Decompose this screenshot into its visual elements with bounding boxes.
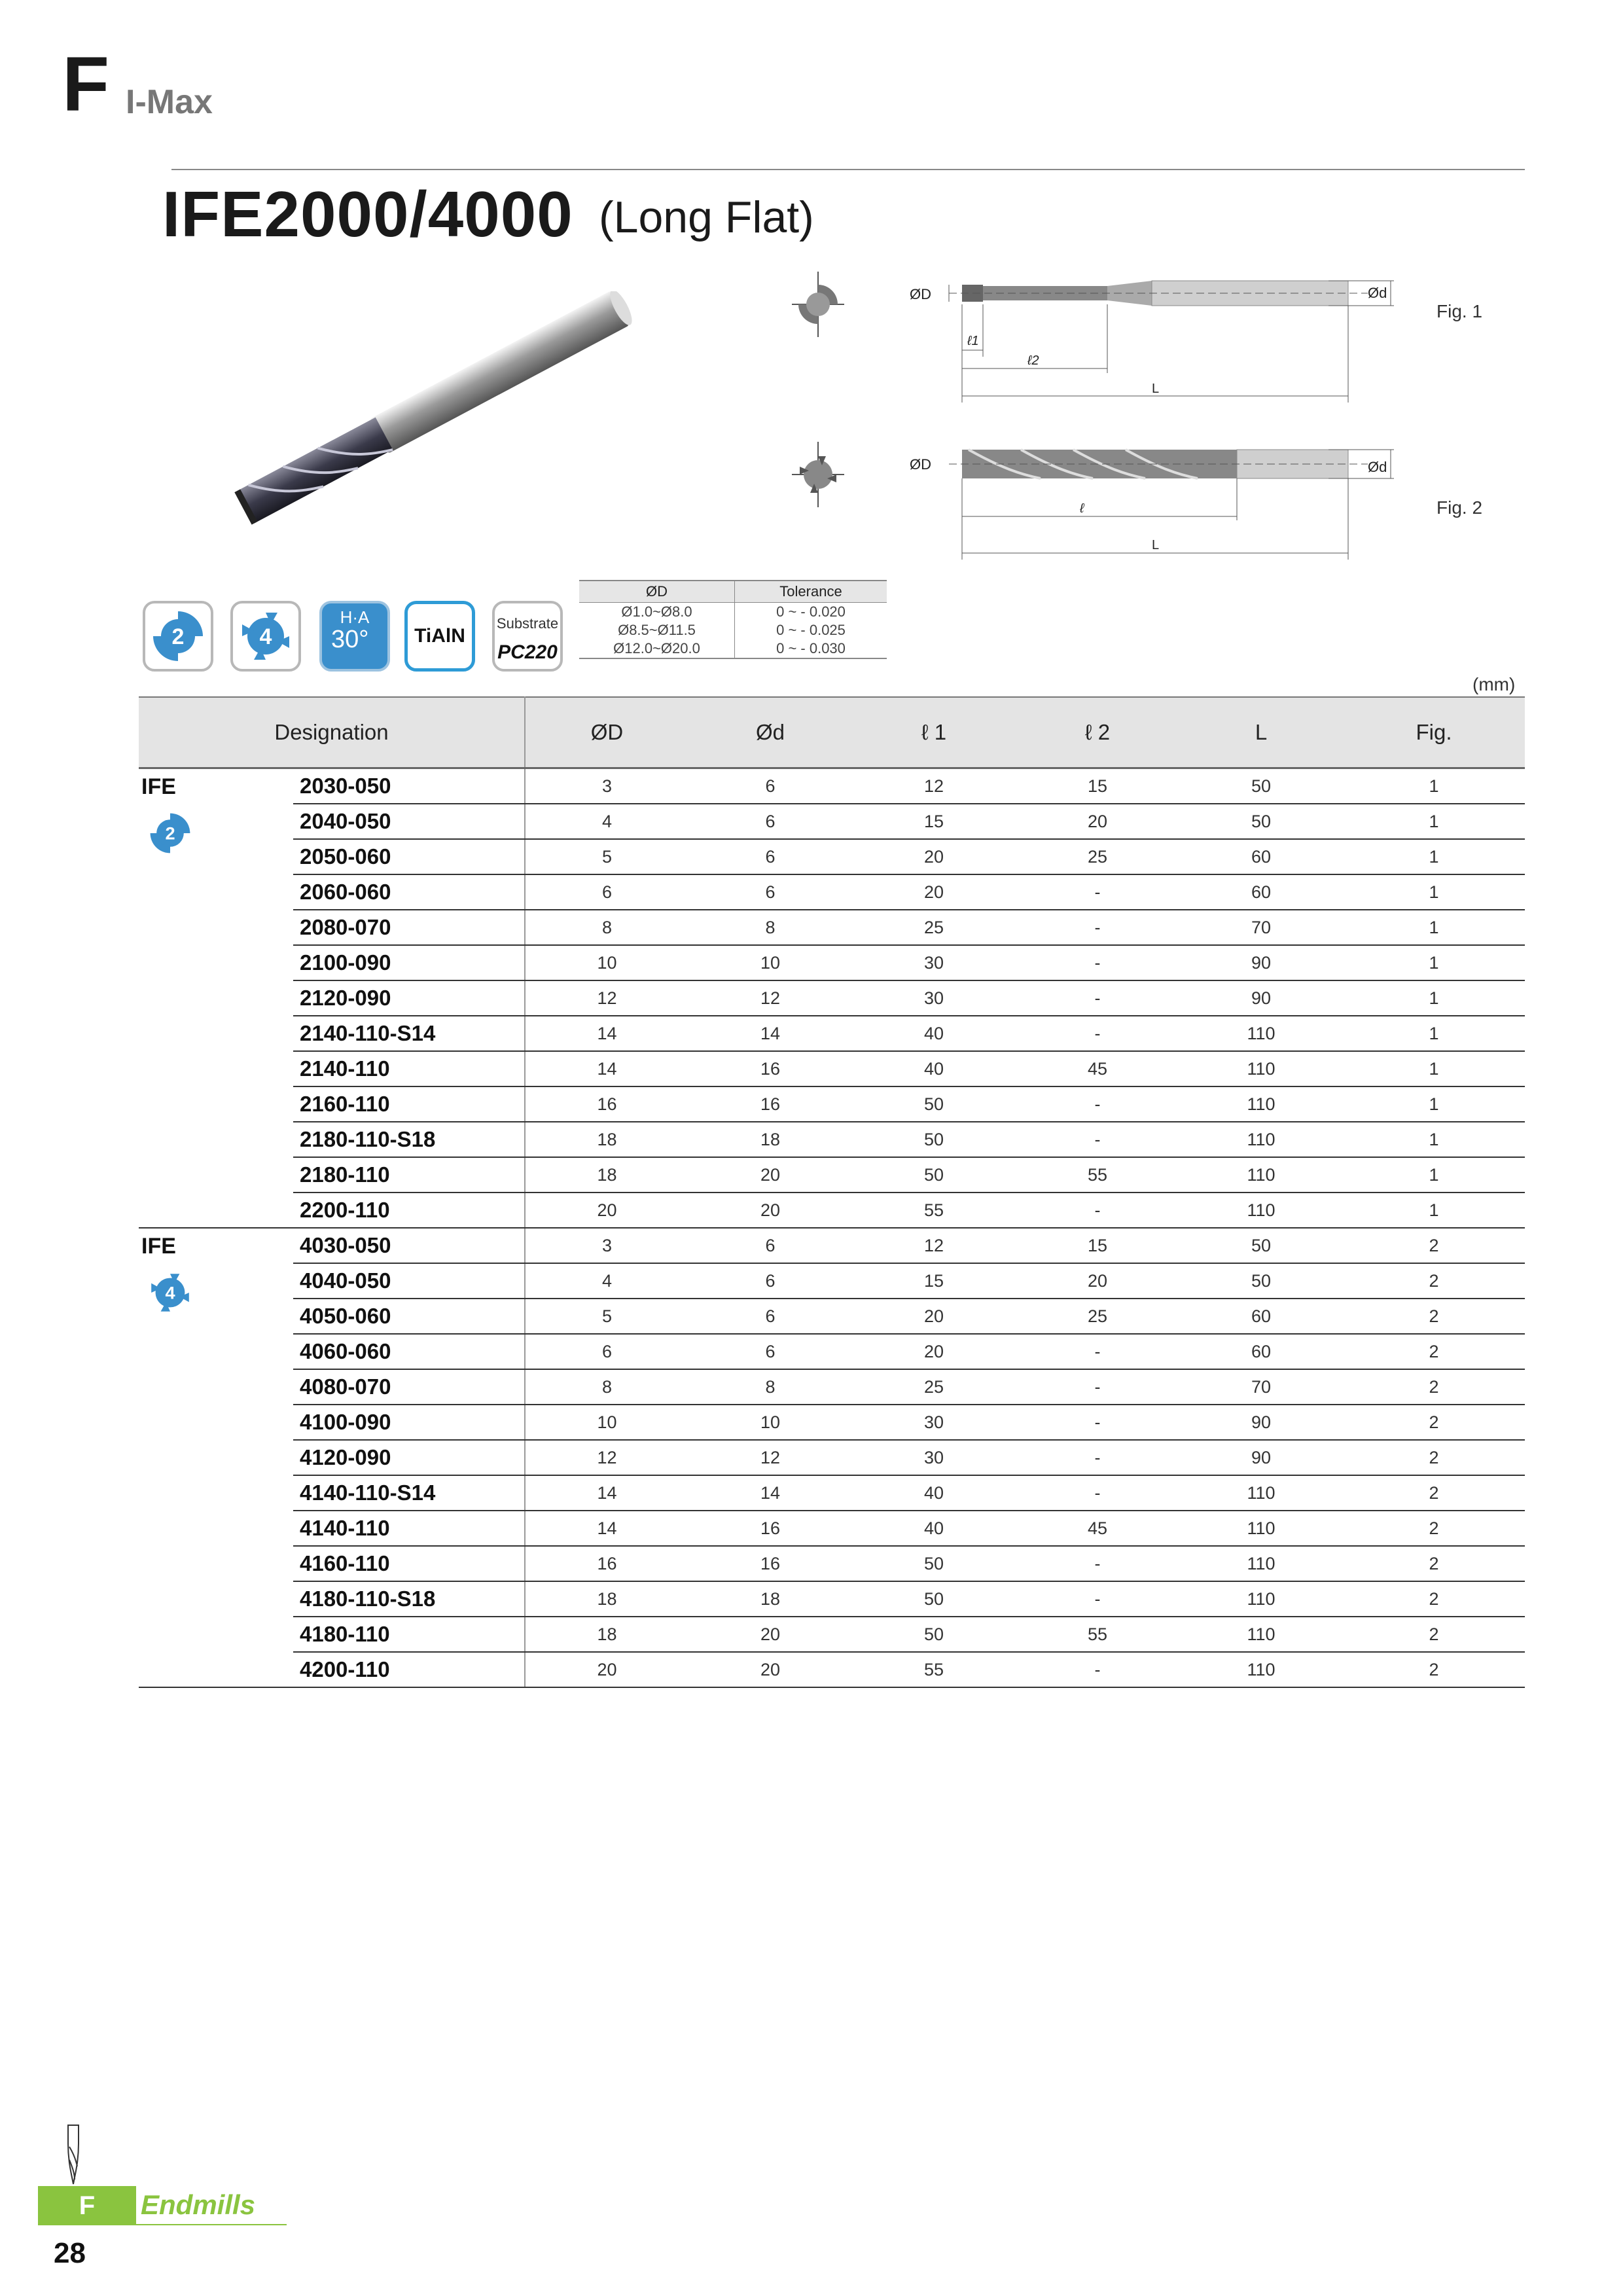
endmill-footer-icon bbox=[60, 2124, 86, 2186]
cell-l2: - bbox=[1016, 1193, 1179, 1228]
cell-l2: 25 bbox=[1016, 1299, 1179, 1334]
header-rule bbox=[171, 169, 1525, 170]
cell-l2: 20 bbox=[1016, 804, 1179, 839]
table-row bbox=[139, 1263, 1525, 1299]
group-label: IFE bbox=[141, 774, 176, 799]
cell-l2: - bbox=[1016, 874, 1179, 910]
cell-L: 60 bbox=[1179, 1299, 1343, 1334]
section-name: I-Max bbox=[126, 83, 213, 121]
cell-L: 60 bbox=[1179, 1334, 1343, 1369]
cell-l2: - bbox=[1016, 980, 1179, 1016]
cell-l1: 40 bbox=[852, 1511, 1016, 1546]
designation-code: 2200-110 bbox=[293, 1193, 525, 1228]
cell-d: 20 bbox=[688, 1157, 852, 1193]
table-row bbox=[139, 768, 1525, 804]
tolerance-value: 0 ~ - 0.020 bbox=[776, 603, 846, 620]
cell-l2: 45 bbox=[1016, 1051, 1179, 1086]
cell-l1: 30 bbox=[852, 980, 1016, 1016]
cell-l2: - bbox=[1016, 1369, 1179, 1405]
unit-label: (mm) bbox=[1472, 674, 1516, 694]
table-row bbox=[139, 1581, 1525, 1617]
cell-D: 8 bbox=[525, 1369, 688, 1405]
designation-code: 2100-090 bbox=[293, 945, 525, 980]
cell-d: 20 bbox=[688, 1652, 852, 1687]
cell-l1: 50 bbox=[852, 1546, 1016, 1581]
cell-L: 110 bbox=[1179, 1193, 1343, 1228]
cell-l2: 20 bbox=[1016, 1263, 1179, 1299]
table-row bbox=[139, 1157, 1525, 1193]
tolerance-value: 0 ~ - 0.025 bbox=[776, 622, 846, 638]
cell-D: 18 bbox=[525, 1122, 688, 1157]
cell-fig: 1 bbox=[1343, 768, 1525, 804]
cell-D: 12 bbox=[525, 1440, 688, 1475]
cell-fig: 1 bbox=[1343, 945, 1525, 980]
svg-text:2: 2 bbox=[165, 823, 175, 844]
cell-L: 110 bbox=[1179, 1475, 1343, 1511]
cell-l1: 40 bbox=[852, 1051, 1016, 1086]
svg-text:4: 4 bbox=[259, 624, 272, 649]
substrate-badge: Substrate PC220 bbox=[492, 601, 563, 672]
tolerance-header-tol: Tolerance bbox=[735, 581, 887, 603]
cell-fig: 2 bbox=[1343, 1511, 1525, 1546]
designation-code: 4050-060 bbox=[293, 1299, 525, 1334]
col-d: Ød bbox=[688, 697, 852, 768]
fig2-dim-L: L bbox=[1152, 538, 1160, 552]
cell-d: 16 bbox=[688, 1086, 852, 1122]
fig1-dim-L: L bbox=[1152, 382, 1160, 396]
designation-code: 2050-060 bbox=[293, 839, 525, 874]
cell-l1: 55 bbox=[852, 1193, 1016, 1228]
fig2-dim-D: ØD bbox=[910, 456, 931, 473]
cell-l1: 15 bbox=[852, 804, 1016, 839]
cell-L: 110 bbox=[1179, 1086, 1343, 1122]
designation-code: 4140-110 bbox=[293, 1511, 525, 1546]
designation-code: 4180-110 bbox=[293, 1617, 525, 1652]
cell-l2: 25 bbox=[1016, 839, 1179, 874]
cell-l1: 50 bbox=[852, 1617, 1016, 1652]
four-flute-icon bbox=[230, 601, 301, 672]
group-cell bbox=[139, 768, 293, 1229]
cell-l1: 25 bbox=[852, 910, 1016, 945]
cell-l1: 40 bbox=[852, 1016, 1016, 1051]
cell-l1: 20 bbox=[852, 1334, 1016, 1369]
cell-d: 6 bbox=[688, 1228, 852, 1263]
table-row bbox=[139, 910, 1525, 945]
cell-d: 16 bbox=[688, 1051, 852, 1086]
cell-L: 90 bbox=[1179, 945, 1343, 980]
cell-fig: 1 bbox=[1343, 1086, 1525, 1122]
cell-l1: 25 bbox=[852, 1369, 1016, 1405]
table-row bbox=[139, 1652, 1525, 1687]
cell-D: 18 bbox=[525, 1617, 688, 1652]
cell-D: 20 bbox=[525, 1193, 688, 1228]
cell-L: 110 bbox=[1179, 1511, 1343, 1546]
cell-l2: - bbox=[1016, 1122, 1179, 1157]
cell-d: 6 bbox=[688, 839, 852, 874]
cell-l2: - bbox=[1016, 1440, 1179, 1475]
cell-l1: 30 bbox=[852, 945, 1016, 980]
cell-l2: - bbox=[1016, 1652, 1179, 1687]
col-L: L bbox=[1179, 697, 1343, 768]
table-row bbox=[139, 1051, 1525, 1086]
cell-d: 6 bbox=[688, 1263, 852, 1299]
cell-l2: 55 bbox=[1016, 1617, 1179, 1652]
cell-l2: - bbox=[1016, 945, 1179, 980]
cell-D: 20 bbox=[525, 1652, 688, 1687]
cell-L: 90 bbox=[1179, 980, 1343, 1016]
cell-l1: 15 bbox=[852, 1263, 1016, 1299]
cell-l2: 55 bbox=[1016, 1157, 1179, 1193]
fig1-dim-d: Ød bbox=[1368, 285, 1387, 301]
table-row bbox=[139, 1122, 1525, 1157]
table-row bbox=[139, 1546, 1525, 1581]
cell-d: 6 bbox=[688, 874, 852, 910]
table-row bbox=[139, 1440, 1525, 1475]
designation-code: 4180-110-S18 bbox=[293, 1581, 525, 1617]
cell-D: 10 bbox=[525, 945, 688, 980]
cell-d: 16 bbox=[688, 1546, 852, 1581]
cell-D: 4 bbox=[525, 804, 688, 839]
cell-D: 14 bbox=[525, 1051, 688, 1086]
cell-L: 110 bbox=[1179, 1617, 1343, 1652]
designation-code: 2080-070 bbox=[293, 910, 525, 945]
cell-fig: 2 bbox=[1343, 1440, 1525, 1475]
cell-fig: 2 bbox=[1343, 1299, 1525, 1334]
cell-L: 110 bbox=[1179, 1122, 1343, 1157]
cell-l1: 12 bbox=[852, 1228, 1016, 1263]
fig2-dimension-drawing bbox=[910, 435, 1427, 560]
footer-section-name: Endmills bbox=[141, 2189, 256, 2220]
cell-d: 18 bbox=[688, 1581, 852, 1617]
designation-table bbox=[139, 696, 1525, 1688]
table-row bbox=[139, 1405, 1525, 1440]
cell-l2: - bbox=[1016, 1334, 1179, 1369]
table-row bbox=[139, 1369, 1525, 1405]
cross-section-2-flute-icon bbox=[792, 272, 844, 337]
footer-section-letter: F bbox=[79, 2191, 96, 2220]
cell-l1: 20 bbox=[852, 839, 1016, 874]
cell-fig: 2 bbox=[1343, 1581, 1525, 1617]
cell-L: 90 bbox=[1179, 1405, 1343, 1440]
cell-l1: 50 bbox=[852, 1086, 1016, 1122]
cell-d: 8 bbox=[688, 910, 852, 945]
svg-text:4: 4 bbox=[165, 1282, 175, 1303]
cell-l1: 30 bbox=[852, 1440, 1016, 1475]
cell-fig: 2 bbox=[1343, 1334, 1525, 1369]
coating-tialn-badge: TiAlN bbox=[404, 601, 475, 672]
fig1-label: Fig. 1 bbox=[1436, 301, 1483, 321]
table-row bbox=[139, 945, 1525, 980]
table-row bbox=[139, 1016, 1525, 1051]
cell-D: 5 bbox=[525, 839, 688, 874]
table-row bbox=[139, 1511, 1525, 1546]
cell-D: 16 bbox=[525, 1086, 688, 1122]
cell-l2: 15 bbox=[1016, 768, 1179, 804]
svg-text:2: 2 bbox=[171, 624, 185, 649]
designation-code: 4040-050 bbox=[293, 1263, 525, 1299]
endmill-product-image bbox=[232, 291, 677, 540]
col-l2: ℓ 2 bbox=[1016, 697, 1179, 768]
designation-code: 4140-110-S14 bbox=[293, 1475, 525, 1511]
designation-code: 4080-070 bbox=[293, 1369, 525, 1405]
tolerance-range: Ø8.5~Ø11.5 bbox=[579, 621, 735, 639]
cell-L: 110 bbox=[1179, 1051, 1343, 1086]
cell-l1: 50 bbox=[852, 1122, 1016, 1157]
cell-fig: 1 bbox=[1343, 874, 1525, 910]
cell-d: 16 bbox=[688, 1511, 852, 1546]
cell-L: 90 bbox=[1179, 1440, 1343, 1475]
tolerance-row bbox=[579, 621, 887, 639]
cell-L: 60 bbox=[1179, 874, 1343, 910]
footer-rule bbox=[136, 2224, 287, 2225]
cell-fig: 2 bbox=[1343, 1652, 1525, 1687]
fig2-label: Fig. 2 bbox=[1436, 497, 1483, 518]
tolerance-header-d: ØD bbox=[579, 581, 735, 603]
cell-d: 10 bbox=[688, 945, 852, 980]
cell-fig: 1 bbox=[1343, 1051, 1525, 1086]
cell-D: 3 bbox=[525, 768, 688, 804]
cell-d: 18 bbox=[688, 1122, 852, 1157]
cell-L: 70 bbox=[1179, 910, 1343, 945]
section-letter: F bbox=[62, 41, 110, 128]
cell-l1: 50 bbox=[852, 1581, 1016, 1617]
tolerance-table bbox=[579, 580, 887, 659]
cell-fig: 1 bbox=[1343, 910, 1525, 945]
col-l1: ℓ 1 bbox=[852, 697, 1016, 768]
table-row bbox=[139, 804, 1525, 839]
cell-d: 6 bbox=[688, 1299, 852, 1334]
designation-code: 2060-060 bbox=[293, 874, 525, 910]
cell-l1: 20 bbox=[852, 1299, 1016, 1334]
cell-fig: 1 bbox=[1343, 1193, 1525, 1228]
table-row bbox=[139, 874, 1525, 910]
cell-d: 12 bbox=[688, 1440, 852, 1475]
fig1-dim-l2: ℓ2 bbox=[1027, 353, 1039, 368]
designation-code: 2030-050 bbox=[293, 768, 525, 804]
cell-l1: 30 bbox=[852, 1405, 1016, 1440]
designation-code: 2160-110 bbox=[293, 1086, 525, 1122]
cell-L: 50 bbox=[1179, 804, 1343, 839]
fig2-dim-d: Ød bbox=[1368, 459, 1387, 475]
col-designation: Designation bbox=[139, 697, 525, 768]
cell-fig: 1 bbox=[1343, 980, 1525, 1016]
table-row bbox=[139, 1193, 1525, 1228]
cell-L: 110 bbox=[1179, 1157, 1343, 1193]
designation-code: 4200-110 bbox=[293, 1652, 525, 1687]
cell-fig: 1 bbox=[1343, 1016, 1525, 1051]
cell-L: 50 bbox=[1179, 1228, 1343, 1263]
cell-L: 50 bbox=[1179, 768, 1343, 804]
designation-code: 4120-090 bbox=[293, 1440, 525, 1475]
cell-D: 14 bbox=[525, 1016, 688, 1051]
table-row bbox=[139, 980, 1525, 1016]
cell-L: 110 bbox=[1179, 1652, 1343, 1687]
cell-D: 14 bbox=[525, 1511, 688, 1546]
cell-l1: 55 bbox=[852, 1652, 1016, 1687]
designation-code: 2180-110 bbox=[293, 1157, 525, 1193]
cell-d: 10 bbox=[688, 1405, 852, 1440]
designation-code: 4160-110 bbox=[293, 1546, 525, 1581]
tolerance-row bbox=[579, 639, 887, 658]
cell-D: 12 bbox=[525, 980, 688, 1016]
cell-D: 18 bbox=[525, 1581, 688, 1617]
two-flute-icon bbox=[144, 807, 196, 864]
designation-code: 2040-050 bbox=[293, 804, 525, 839]
cell-l2: - bbox=[1016, 1405, 1179, 1440]
table-row bbox=[139, 1228, 1525, 1263]
page-number: 28 bbox=[54, 2237, 86, 2269]
table-row bbox=[139, 1617, 1525, 1652]
cell-d: 8 bbox=[688, 1369, 852, 1405]
cell-D: 5 bbox=[525, 1299, 688, 1334]
cell-l2: - bbox=[1016, 1086, 1179, 1122]
cell-l2: - bbox=[1016, 1546, 1179, 1581]
cell-l1: 20 bbox=[852, 874, 1016, 910]
page-title: IFE2000/4000 bbox=[162, 178, 573, 250]
group-label: IFE bbox=[141, 1234, 176, 1259]
cell-L: 70 bbox=[1179, 1369, 1343, 1405]
fig2-dim-l: ℓ bbox=[1080, 501, 1084, 516]
table-row bbox=[139, 1299, 1525, 1334]
tolerance-value: 0 ~ - 0.030 bbox=[735, 639, 887, 658]
cell-l1: 12 bbox=[852, 768, 1016, 804]
cell-l2: - bbox=[1016, 910, 1179, 945]
cell-D: 6 bbox=[525, 1334, 688, 1369]
cell-fig: 2 bbox=[1343, 1263, 1525, 1299]
cell-d: 6 bbox=[688, 768, 852, 804]
cell-D: 14 bbox=[525, 1475, 688, 1511]
cell-fig: 2 bbox=[1343, 1617, 1525, 1652]
cell-fig: 2 bbox=[1343, 1405, 1525, 1440]
cell-L: 60 bbox=[1179, 839, 1343, 874]
fig1-dimension-drawing bbox=[910, 265, 1427, 403]
designation-code: 4030-050 bbox=[293, 1228, 525, 1263]
designation-code: 4060-060 bbox=[293, 1334, 525, 1369]
cell-D: 4 bbox=[525, 1263, 688, 1299]
table-row bbox=[139, 839, 1525, 874]
col-fig: Fig. bbox=[1343, 697, 1525, 768]
cell-D: 3 bbox=[525, 1228, 688, 1263]
helix-angle-icon: H·A 30° bbox=[319, 601, 390, 672]
cell-D: 10 bbox=[525, 1405, 688, 1440]
designation-code: 2180-110-S18 bbox=[293, 1122, 525, 1157]
page-subtitle: (Long Flat) bbox=[599, 192, 814, 242]
cell-fig: 2 bbox=[1343, 1475, 1525, 1511]
cell-L: 110 bbox=[1179, 1546, 1343, 1581]
cell-fig: 2 bbox=[1343, 1369, 1525, 1405]
tolerance-row bbox=[579, 603, 887, 622]
table-row bbox=[139, 1086, 1525, 1122]
cell-l2: - bbox=[1016, 1475, 1179, 1511]
tolerance-range: Ø1.0~Ø8.0 bbox=[579, 603, 735, 622]
col-D: ØD bbox=[525, 697, 688, 768]
cell-fig: 1 bbox=[1343, 839, 1525, 874]
cell-fig: 2 bbox=[1343, 1546, 1525, 1581]
designation-code: 2140-110 bbox=[293, 1051, 525, 1086]
two-flute-icon bbox=[143, 601, 213, 672]
fig1-dim-l1: ℓ1 bbox=[967, 334, 979, 348]
cell-l1: 40 bbox=[852, 1475, 1016, 1511]
cell-d: 14 bbox=[688, 1475, 852, 1511]
cell-l2: - bbox=[1016, 1016, 1179, 1051]
table-row bbox=[139, 1334, 1525, 1369]
cell-d: 6 bbox=[688, 1334, 852, 1369]
cell-l1: 50 bbox=[852, 1157, 1016, 1193]
cell-fig: 1 bbox=[1343, 1122, 1525, 1157]
designation-code: 2140-110-S14 bbox=[293, 1016, 525, 1051]
four-flute-icon bbox=[144, 1266, 196, 1323]
designation-code: 2120-090 bbox=[293, 980, 525, 1016]
cell-fig: 2 bbox=[1343, 1228, 1525, 1263]
designation-code: 4100-090 bbox=[293, 1405, 525, 1440]
cell-d: 6 bbox=[688, 804, 852, 839]
cross-section-4-flute-icon bbox=[792, 442, 844, 507]
tolerance-range: Ø12.0~Ø20.0 bbox=[579, 639, 735, 658]
cell-l2: 15 bbox=[1016, 1228, 1179, 1263]
cell-D: 8 bbox=[525, 910, 688, 945]
cell-L: 110 bbox=[1179, 1581, 1343, 1617]
cell-l2: 45 bbox=[1016, 1511, 1179, 1546]
cell-D: 18 bbox=[525, 1157, 688, 1193]
cell-l2: - bbox=[1016, 1581, 1179, 1617]
cell-d: 14 bbox=[688, 1016, 852, 1051]
cell-D: 16 bbox=[525, 1546, 688, 1581]
table-row bbox=[139, 1475, 1525, 1511]
cell-d: 20 bbox=[688, 1193, 852, 1228]
cell-L: 50 bbox=[1179, 1263, 1343, 1299]
cell-L: 110 bbox=[1179, 1016, 1343, 1051]
cell-fig: 1 bbox=[1343, 1157, 1525, 1193]
group-cell bbox=[139, 1228, 293, 1687]
fig1-dim-D: ØD bbox=[910, 286, 931, 302]
cell-d: 20 bbox=[688, 1617, 852, 1652]
cell-d: 12 bbox=[688, 980, 852, 1016]
cell-D: 6 bbox=[525, 874, 688, 910]
cell-fig: 1 bbox=[1343, 804, 1525, 839]
